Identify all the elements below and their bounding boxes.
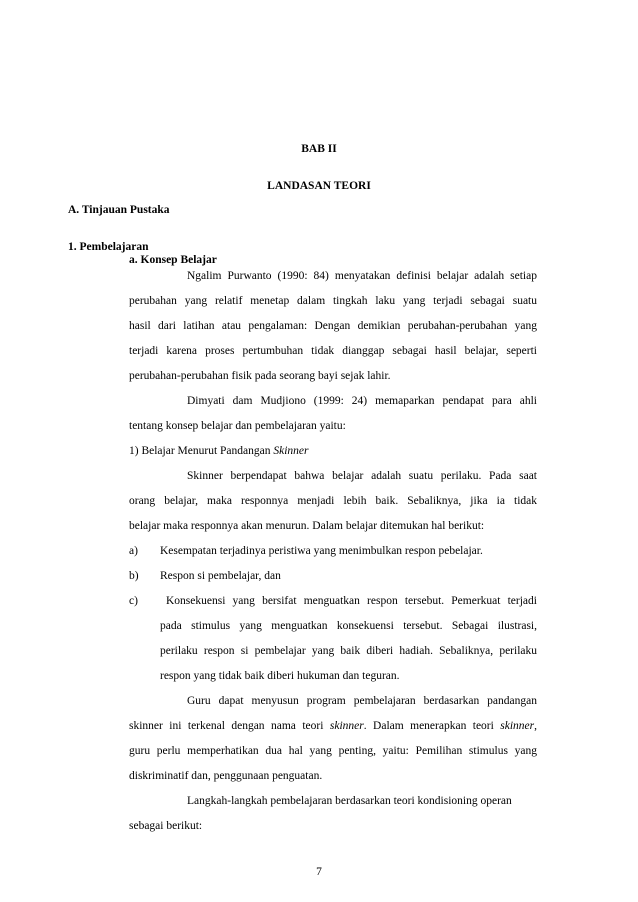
item-1-label: 1) Belajar Menurut Pandangan [129,445,274,457]
p4-line-2-b: . Dalam menerapkan teori [363,720,501,732]
p3-line-2: orang belajar, maka responnya menjadi lebih baik. Sebaliknya, jika ia tidak [129,495,537,507]
p1-line-4: terjadi karena proses pertumbuhan tidak dianggap sebagai hasil belajar, seperti [129,345,537,357]
p3-line-3: belajar maka responnya akan menurun. Dalam belajar ditemukan hal berikut: [129,520,485,532]
section-heading-a: A. Tinjauan Pustaka [68,204,170,216]
p4-line-3: guru perlu memperhatikan dua hal yang penting, yaitu: Pemilihan stimulus yang [129,745,537,757]
p1-line-3: hasil dari latihan atau pengalaman: Dengan demikian perubahan-perubahan yang [129,320,537,332]
page-number: 7 [316,866,322,878]
p3-line-1: Skinner berpendapat bahwa belajar adalah suatu perilaku. Pada saat [187,470,537,482]
p5-line-1: Langkah-langkah pembelajaran berdasarkan teori kondisioning operan [187,795,512,807]
list-marker-b: b) [129,570,139,582]
p4-line-2-c: , [534,720,537,732]
item-1-italic: Skinner [273,445,309,457]
chapter-number: BAB II [301,143,337,155]
section-heading-1: 1. Pembelajaran [68,241,149,253]
p4-line-4: diskriminatif dan, penggunaan penguatan. [129,770,323,782]
p1-line-2: perubahan yang relatif menetap dalam tingkah laku yang terjadi sebagai suatu [129,295,537,307]
subsection-heading-a: a. Konsep Belajar [129,254,217,266]
chapter-title: LANDASAN TEORI [267,180,371,192]
list-item-b: Respon si pembelajar, dan [160,570,281,582]
p2-line-2: tentang konsep belajar dan pembelajaran yaitu: [129,420,346,432]
item-1-heading [129,445,309,457]
p5-line-2: sebagai berikut: [129,820,203,832]
list-marker-a: a) [129,545,138,557]
p4-line-2-italic-1: skinner [329,720,364,732]
p4-line-1: Guru dapat menyusun program pembelajaran berdasarkan pandangan [187,695,537,707]
list-item-a: Kesempatan terjadinya peristiwa yang menimbulkan respon pebelajar. [160,545,483,557]
list-marker-c: c) [129,595,138,607]
p4-line-2-italic-2: skinner [500,720,535,732]
p1-line-5: perubahan-perubahan fisik pada seorang bayi sejak lahir. [129,370,391,382]
list-item-c-line-1: Konsekuensi yang bersifat menguatkan respon tersebut. Pemerkuat terjadi [166,595,537,607]
p2-line-1: Dimyati dam Mudjiono (1999: 24) memaparkan pendapat para ahli [187,395,537,407]
list-item-c-line-4: respon yang tidak baik diberi hukuman dan teguran. [160,670,400,682]
list-item-c-line-3: perilaku respon si pembelajar yang baik diberi hadiah. Sebaliknya, perilaku [160,645,537,657]
p4-line-2 [129,720,537,732]
p1-line-1: Ngalim Purwanto (1990: 84) menyatakan definisi belajar adalah setiap [187,270,537,282]
list-item-c-line-2: pada stimulus yang menguatkan konsekuensi tersebut. Sebagai ilustrasi, [160,620,537,632]
p4-line-2-a: skinner ini terkenal dengan nama teori [129,720,330,732]
